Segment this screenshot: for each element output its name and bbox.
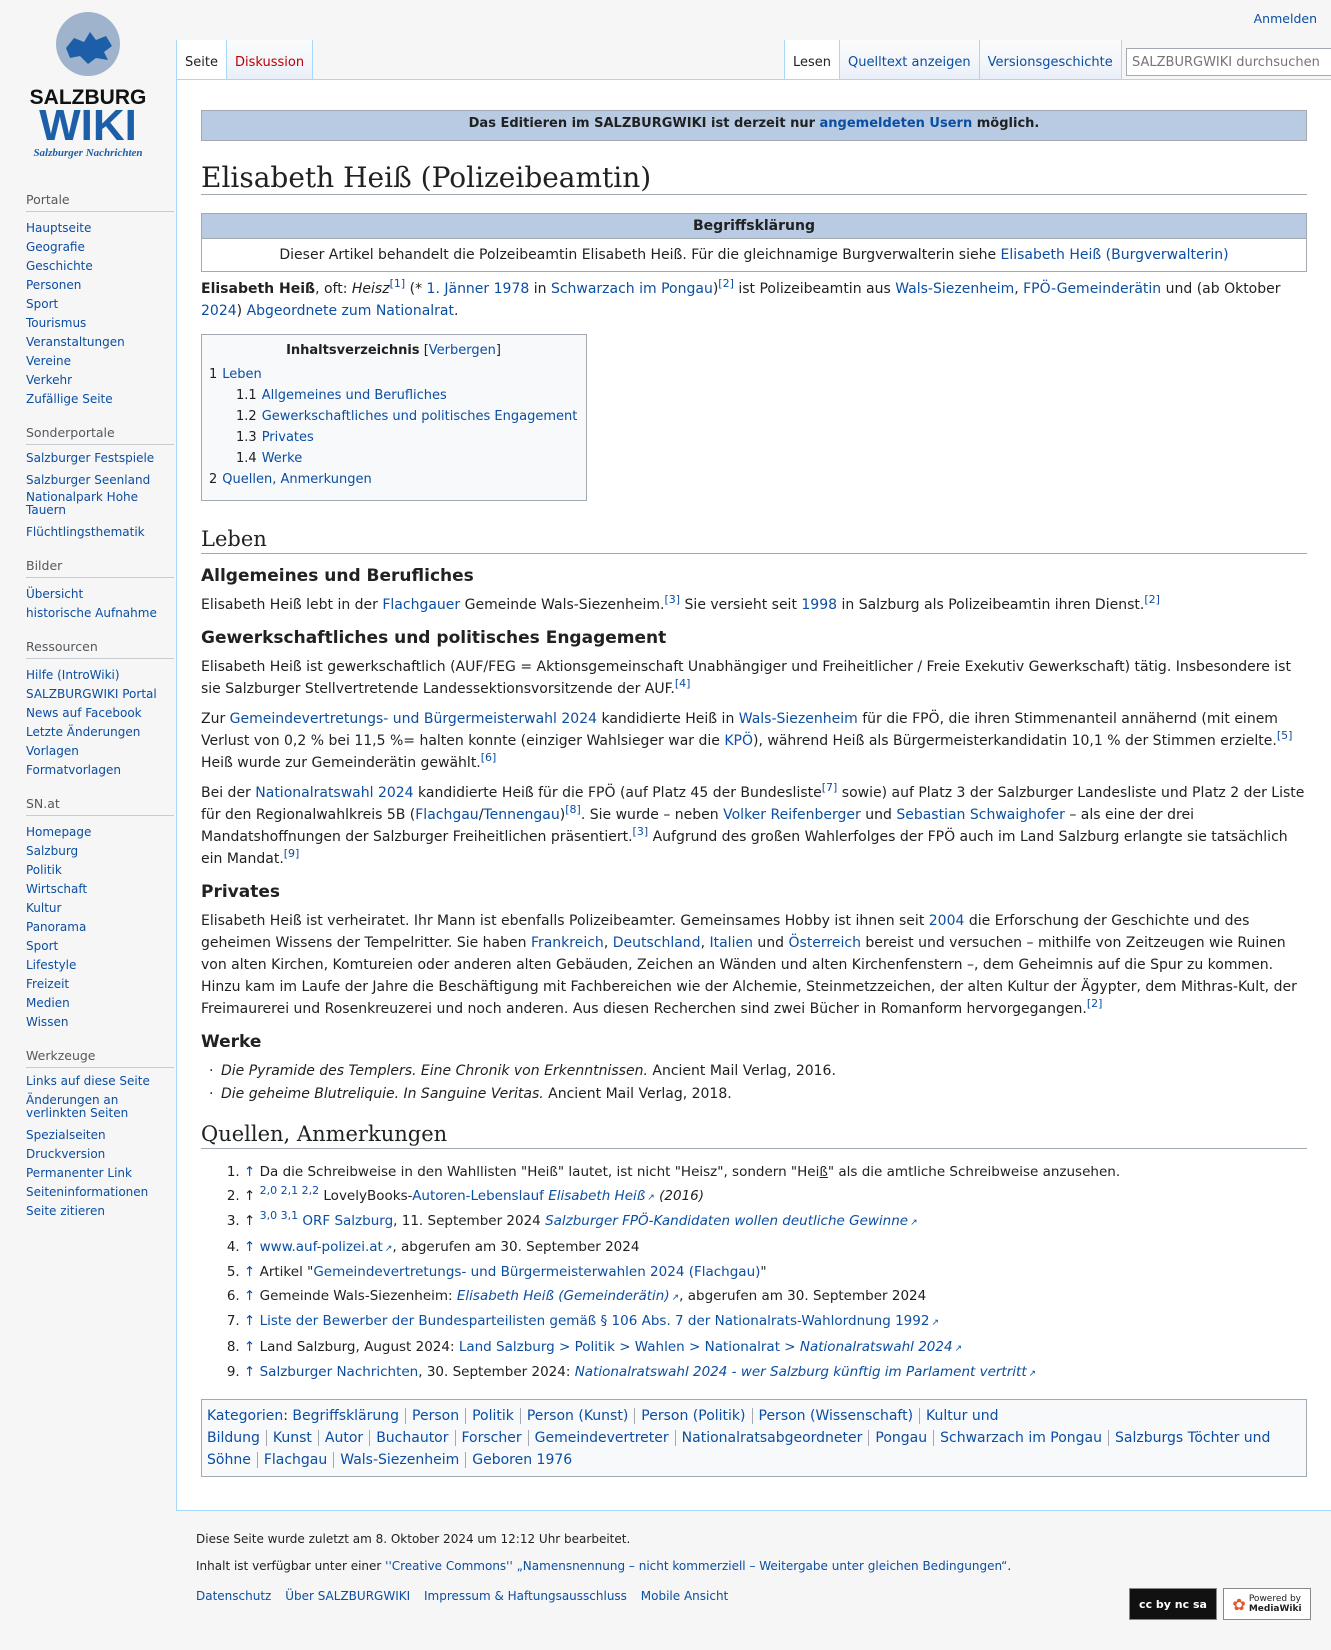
sidebar-item[interactable]: Hauptseite xyxy=(26,221,92,235)
sidebar-item[interactable]: Letzte Änderungen xyxy=(26,725,141,739)
toc-item[interactable]: 1 Leben xyxy=(209,367,262,382)
reference-item: 5. ↑ Artikel "Gemeindevertretungs- und Bürgermeisterwahlen 2024 (Flachgau)" xyxy=(244,1261,1307,1285)
sidebar-item[interactable]: Sport xyxy=(26,297,59,311)
ref-link[interactable]: [5] xyxy=(1276,729,1293,742)
logo-line3: Salzburger Nachrichten xyxy=(33,147,143,159)
ref-link[interactable]: [3] xyxy=(664,593,681,606)
category-link[interactable]: Forscher xyxy=(461,1429,522,1446)
sidebar-item[interactable]: Medien xyxy=(26,996,70,1010)
sidebar-heading: Portale xyxy=(26,192,174,212)
section-heading: Quellen, Anmerkungen xyxy=(201,1122,1307,1149)
country-link[interactable]: Deutschland xyxy=(612,935,701,951)
backlink[interactable]: ↑ xyxy=(244,1264,256,1280)
ref-link[interactable]: [2] xyxy=(718,277,734,290)
toc-link[interactable]: Privates xyxy=(261,430,314,445)
mediawiki-badge[interactable]: ✿ Powered by MediaWiki xyxy=(1223,1588,1311,1620)
footer-link-imprint[interactable]: Impressum & Haftungsausschluss xyxy=(423,1589,627,1603)
sidebar-item[interactable]: Homepage xyxy=(26,825,92,839)
category-link[interactable]: Person (Kunst) xyxy=(526,1407,629,1424)
sidebar-item[interactable]: Politik xyxy=(26,863,62,877)
mediawiki-flower-icon: ✿ xyxy=(1232,1594,1246,1614)
last-modified: Diese Seite wurde zuletzt am 8. Oktober 2024 um 12:12 Uhr bearbeitet. xyxy=(196,1532,631,1546)
category-link[interactable]: Begriffsklärung xyxy=(292,1407,400,1424)
sidebar-item[interactable]: Flüchtlingsthematik xyxy=(26,525,145,539)
toc-toggle[interactable]: Verbergen xyxy=(428,343,496,358)
sidebar-item[interactable]: Permanenter Link xyxy=(26,1166,132,1180)
external-link[interactable]: Elisabeth Heiß ↗ xyxy=(548,1188,655,1204)
ref-link[interactable]: [7] xyxy=(821,781,838,794)
category-link[interactable]: Geboren 1976 xyxy=(472,1451,573,1468)
backlink[interactable]: ↑ xyxy=(244,1364,256,1380)
category-link[interactable]: Nationalratsabgeordneter xyxy=(681,1429,863,1446)
sidebar-item[interactable]: Seite zitieren xyxy=(26,1204,105,1218)
logo-line1: SALZBURG xyxy=(29,86,147,109)
sidebar-portal xyxy=(26,796,176,1032)
kpoe-link[interactable]: KPÖ xyxy=(724,733,753,749)
fpoe-link[interactable]: FPÖ-Gemeinderätin xyxy=(1023,281,1162,297)
toc-title-text: Inhaltsverzeichnis xyxy=(286,343,420,358)
toc-link[interactable]: Werke xyxy=(261,451,303,466)
tab-page[interactable] xyxy=(176,40,227,80)
sidebar xyxy=(0,180,176,1237)
reference-item xyxy=(244,1310,1307,1336)
category-link[interactable]: Politik xyxy=(472,1407,514,1424)
works-list xyxy=(221,1060,1307,1106)
external-link[interactable]: www.auf-polizei.at ↗ xyxy=(260,1239,393,1255)
tab-discussion[interactable] xyxy=(227,40,313,80)
birthplace-link[interactable]: Schwarzach im Pongau xyxy=(550,281,713,297)
toc-link[interactable]: Leben xyxy=(222,367,262,382)
backlink[interactable]: 3,0 xyxy=(259,1209,278,1222)
cc-license-badge[interactable]: cc by nc sa xyxy=(1129,1588,1217,1620)
tab-view-source[interactable] xyxy=(840,40,980,80)
country-link[interactable]: Frankreich xyxy=(530,935,604,951)
sidebar-item[interactable]: Geografie xyxy=(26,240,85,254)
ref-source-link[interactable]: Salzburger Nachrichten xyxy=(259,1364,419,1380)
sidebar-item[interactable]: Panorama xyxy=(26,920,87,934)
backlink[interactable]: 2,2 xyxy=(301,1183,320,1197)
sidebar-heading: SN.at xyxy=(26,796,174,816)
sidebar-item[interactable]: Lifestyle xyxy=(26,958,77,972)
category-link[interactable]: Kultur und Bildung xyxy=(207,1407,999,1446)
namespace-tabs xyxy=(176,40,313,80)
person-link[interactable]: Sebastian Schwaighofer xyxy=(896,807,1065,823)
ref-link[interactable]: [8] xyxy=(565,803,581,816)
ref-link[interactable]: [6] xyxy=(480,751,497,764)
disambiguation-body xyxy=(202,239,1306,271)
license-info: Inhalt ist verfügbar unter einer ''Creative Commons'' „Namensnennung – nicht kommerziell – Weitergabe unter gleichen Bedingungen“. xyxy=(196,1559,1012,1573)
disambiguation-box xyxy=(201,213,1307,272)
sidebar-item[interactable]: Salzburg xyxy=(26,844,79,858)
toc-link[interactable]: Allgemeines und Berufliches xyxy=(261,388,447,403)
page-title: Elisabeth Heiß (Polizeibeamtin) xyxy=(201,153,1307,195)
reference-item: 3. ↑ $^{3,0 3,1}$ ORF Salzburg, 11. September 2024 Salzburger FPÖ-Kandidaten wollen deutliche Gewinne ↗ xyxy=(244,1210,1307,1236)
paragraph: Elisabeth Heiß ist verheiratet. Ihr Mann ist ebenfalls Polizeibeamter. Gemeinsames Hobby ist ihnen seit 2004 die Erforschung der Geschichte und des geheimen Wissens der Tempelritter. Sie haben Frankreich, Deutschland, Italien und Österreich bereist und versuchen – mithilfe von Zeitzeugen wie Ruinen von alten Kirchen, Komtureien oder anderen alten Gebäuden, Zeichen an Wänden und alten Kirchenfenstern –, dem Geheimnis auf die Spur zu kommen. Hinzu kam im Laufe der Jahre die Beschäftigung mit Fachbereichen wie der Alchemie, Steinmetzzeichen, der alten Kultur der Ägypter, dem Mithras-Kult, der Freimaurerei und Rosenkreuzerei und noch anderen. Aus diesen Recherchen sind zwei Bücher in Romanform hervorgegangen.[2] xyxy=(201,913,1297,1017)
backlink[interactable]: 2,1 xyxy=(280,1183,299,1197)
list-item: · Die geheime Blutreliquie. In Sanguine Veritas. Ancient Mail Verlag, 2018. xyxy=(221,1083,1307,1106)
sidebar-item[interactable]: Verkehr xyxy=(26,373,73,387)
external-link[interactable]: Salzburger FPÖ-Kandidaten wollen deutliche Gewinne ↗ xyxy=(545,1213,918,1229)
category-link[interactable]: Person (Wissenschaft) xyxy=(758,1407,914,1424)
sidebar-item[interactable]: Änderungen an verlinkten Seiten xyxy=(26,1093,129,1120)
sidebar-heading: Sonderportale xyxy=(26,425,174,445)
sidebar-item[interactable]: Personen xyxy=(26,278,82,292)
category-link[interactable]: Autor xyxy=(324,1429,364,1446)
backlink[interactable]: ↑ xyxy=(244,1313,256,1329)
tab-history[interactable] xyxy=(980,40,1122,80)
category-links: Kategorien: Begriffsklärung Person Politik Person (Kunst) Person (Politik) Person (Wissenschaft) Kultur und Bildung Kunst Autor Buchautor Forscher Gemeindevertreter Nationalratsabgeordneter Pongau Schwarzach im Pongau Salzburgs Töchter und Söhne Flachgau Wals-Siezenheim Geboren 1976 xyxy=(201,1399,1307,1477)
backlink[interactable]: 3,1 xyxy=(280,1209,299,1222)
backlink[interactable]: 2,0 xyxy=(259,1183,278,1197)
sidebar-portal xyxy=(26,1048,176,1221)
edit-notice xyxy=(201,110,1307,141)
year-link[interactable]: 1998 xyxy=(801,597,838,613)
sidebar-item[interactable]: Vereine xyxy=(26,354,72,368)
ref-source-link[interactable]: ORF Salzburg xyxy=(302,1213,394,1229)
sidebar-item[interactable]: historische Aufnahme xyxy=(26,606,157,620)
year-link[interactable]: 2024 xyxy=(201,303,237,319)
toc-item[interactable]: 1.1 Allgemeines und Berufliches xyxy=(236,388,447,403)
sidebar-heading: Bilder xyxy=(26,558,174,578)
category-link[interactable]: Buchautor xyxy=(376,1429,449,1446)
category-link[interactable]: Pongau xyxy=(875,1429,928,1446)
paragraph: Bei der Nationalratswahl 2024 kandidierte Heiß für die FPÖ (auf Platz 45 der Bundesliste[7] sowie) auf Platz 3 der Salzburger Landesliste und Platz 2 der Liste für den Regionalwahlkreis 5B (Flachgau/Tennengau)[8]. Sie wurde – neben Volker Reifenberger und Sebastian Schwaighofer – als eine der drei Mandatshoffnungen der Salzburger Freiheitlichen präsentiert.[3] Aufgrund des großen Wahlerfolges der FPÖ auch im Land Salzburg erlangte sie tatsächlich ein Mandat.[9] xyxy=(201,781,1305,867)
subsection-heading: Privates xyxy=(201,882,280,902)
ref-link[interactable]: [9] xyxy=(283,847,300,860)
license-link[interactable]: ''Creative Commons'' „Namensnennung – nicht kommerziell – Weitergabe unter gleichen Bedingungen“ xyxy=(385,1559,1008,1573)
toc-link[interactable]: Gewerkschaftliches und politisches Engagement xyxy=(261,409,578,424)
references-list xyxy=(244,1161,1307,1387)
wals-link[interactable]: Wals-Siezenheim xyxy=(738,711,858,727)
categories-label[interactable]: Kategorien xyxy=(207,1407,284,1424)
notice-text: Das Editieren im SALZBURGWIKI ist derzeit nur xyxy=(468,116,820,131)
backlink[interactable]: ↑ xyxy=(244,1287,256,1304)
country-link[interactable]: Italien xyxy=(709,935,753,951)
ref-link[interactable]: [1] xyxy=(389,277,406,290)
intro-name: Elisabeth Heiß xyxy=(201,281,316,297)
tab-read[interactable] xyxy=(784,40,840,80)
sidebar-heading: Ressourcen xyxy=(26,639,174,659)
site-logo[interactable] xyxy=(26,6,154,166)
footer-link-about[interactable]: Über SALZBURGWIKI xyxy=(285,1589,411,1603)
sidebar-portal xyxy=(26,558,176,623)
login-link[interactable]: Anmelden xyxy=(1253,11,1317,26)
ref-source-link[interactable]: Autoren-Lebenslauf xyxy=(412,1187,549,1204)
category-link[interactable]: Flachgau xyxy=(263,1451,328,1468)
sidebar-portal xyxy=(26,192,176,409)
reference-item: 8. ↑ Land Salzburg, August 2024: Land Salzburg > Politik > Wahlen > Nationalrat > Nationalratswahl 2024 ↗ xyxy=(244,1336,1307,1362)
tab-page-label: Seite xyxy=(185,55,218,70)
sidebar-item[interactable]: Seiteninformationen xyxy=(26,1185,149,1199)
subsection-heading: Werke xyxy=(201,1032,262,1052)
disambiguation-link[interactable]: Elisabeth Heiß (Burgverwalterin) xyxy=(1000,247,1229,263)
toc-item[interactable]: 1.4 Werke xyxy=(236,451,303,466)
sidebar-item[interactable]: Salzburger Festspiele xyxy=(26,451,155,465)
sidebar-item[interactable]: Tourismus xyxy=(26,316,87,330)
category-link[interactable]: Kunst xyxy=(272,1429,312,1446)
list-item: · Die Pyramide des Templers. Eine Chronik von Erkenntnissen. Ancient Mail Verlag, 2016. xyxy=(221,1060,1307,1083)
sidebar-item[interactable]: Sport xyxy=(26,939,59,953)
view-tabs xyxy=(784,40,1122,80)
sidebar-item[interactable]: SALZBURGWIKI Portal xyxy=(26,687,157,701)
footer-link-privacy[interactable]: Datenschutz xyxy=(196,1589,272,1603)
toc-item[interactable]: 1.2 Gewerkschaftliches und politisches Engagement xyxy=(236,409,578,424)
flachgauer-link[interactable]: Flachgauer xyxy=(382,597,461,613)
sidebar-item[interactable]: News auf Facebook xyxy=(26,706,142,720)
tab-read-label: Lesen xyxy=(793,55,832,70)
logo-emblem xyxy=(26,6,154,166)
sidebar-item[interactable]: Übersicht xyxy=(26,587,84,601)
birthdate-link[interactable]: 1. Jänner 1978 xyxy=(426,281,530,297)
backlink[interactable]: ↑ xyxy=(244,1238,256,1255)
intro-alias: Heisz xyxy=(351,281,390,297)
tab-view-source-label[interactable]: Quelltext anzeigen xyxy=(848,55,971,70)
table-of-contents xyxy=(201,334,587,501)
sidebar-portal xyxy=(26,425,176,542)
toc-title: Inhaltsverzeichnis [Verbergen] xyxy=(286,343,501,358)
disambiguation-text: Dieser Artikel behandelt die Polzeibeamtin Elisabeth Heiß. Für die gleichnamige Burgverwalterin siehe xyxy=(279,247,1001,263)
notice-link[interactable]: angemeldeten Usern xyxy=(819,116,973,131)
external-link[interactable]: Elisabeth Heiß (Gemeinderätin) ↗ xyxy=(457,1288,679,1304)
subsection-heading: Gewerkschaftliches und politisches Engagement xyxy=(201,628,667,648)
person-link[interactable]: Volker Reifenberger xyxy=(723,807,861,823)
sidebar-item[interactable]: Spezialseiten xyxy=(26,1128,106,1142)
tab-history-label[interactable]: Versionsgeschichte xyxy=(987,55,1113,70)
main-content xyxy=(176,79,1331,1511)
sidebar-item[interactable]: Vorlagen xyxy=(26,744,79,758)
sidebar-portal xyxy=(26,639,176,780)
user-navigation xyxy=(1254,11,1317,26)
wals-link[interactable]: Wals-Siezenheim xyxy=(895,281,1015,297)
backlink[interactable]: ↑ xyxy=(244,1338,256,1355)
sidebar-item[interactable]: Geschichte xyxy=(26,259,93,273)
category-link[interactable]: Gemeindevertreter xyxy=(534,1429,669,1446)
sidebar-item[interactable]: Wirtschaft xyxy=(26,882,88,896)
search-input[interactable] xyxy=(1126,48,1331,76)
year-link[interactable]: 2004 xyxy=(928,913,965,929)
ref-link[interactable]: [4] xyxy=(674,677,691,690)
reference-item: 1. ↑ Da die Schreibweise in den Wahllisten "Heiß" lautet, ist nicht "Heisz", sondern "Heiß" als die amtliche Schreibweise anzusehen. xyxy=(244,1161,1307,1185)
sidebar-item[interactable]: Zufällige Seite xyxy=(26,392,113,406)
election-link[interactable]: Nationalratswahl 2024 xyxy=(255,785,414,801)
category-link[interactable]: Person xyxy=(412,1407,460,1424)
tab-discussion-label[interactable]: Diskussion xyxy=(234,55,305,70)
external-link[interactable]: Land Salzburg > Politik > Wahlen > Nationalrat > Nationalratswahl 2024 ↗ xyxy=(459,1339,962,1355)
subsection-heading: Allgemeines und Berufliches xyxy=(201,566,474,586)
category-link[interactable]: Salzburgs Töchter und Söhne xyxy=(207,1429,1271,1468)
external-link[interactable]: Liste der Bewerber der Bundesparteilisten gemäß § 106 Abs. 7 der Nationalrats-Wahlordnung 1992 ↗ xyxy=(260,1313,939,1329)
sidebar-item[interactable]: Druckversion xyxy=(26,1147,106,1161)
toc-list xyxy=(209,364,578,490)
reference-item: 2. ↑ $^{2,0 2,1 2,2}$ LovelyBooks-Autoren-Lebenslauf Elisabeth Heiß ↗ (2016) xyxy=(244,1185,1307,1211)
category-link[interactable]: Schwarzach im Pongau xyxy=(940,1429,1103,1446)
sidebar-item[interactable]: Kultur xyxy=(26,901,62,915)
category-link[interactable]: Person (Politik) xyxy=(641,1407,746,1424)
sidebar-item[interactable]: Links auf diese Seite xyxy=(26,1074,150,1088)
backlink[interactable]: ↑ xyxy=(244,1164,256,1180)
country-link[interactable]: Österreich xyxy=(788,935,861,951)
ref-link[interactable]: [3] xyxy=(632,825,649,838)
toc-item[interactable]: 1.3 Privates xyxy=(236,430,314,445)
external-link[interactable]: Nationalratswahl 2024 - wer Salzburg künftig im Parlament vertritt ↗ xyxy=(575,1364,1036,1380)
section-heading: Leben xyxy=(201,527,1307,554)
toc-item[interactable]: 2 Quellen, Anmerkungen xyxy=(209,472,372,487)
intro-paragraph: Elisabeth Heiß, oft: Heisz[1] (* 1. Jänner 1978 in Schwarzach im Pongau)[2] ist Polizeibeamtin aus Wals-Siezenheim, FPÖ-Gemeinderätin und (ab Oktober 2024) Abgeordnete zum Nationalrat. xyxy=(201,277,1281,319)
category-link[interactable]: Wals-Siezenheim xyxy=(340,1451,460,1468)
tennengau-link[interactable]: Tennengau xyxy=(483,807,560,823)
ref-source-link[interactable]: Gemeindevertretungs- und Bürgermeisterwahlen 2024 (Flachgau) xyxy=(313,1264,761,1280)
sidebar-item[interactable]: Freizeit xyxy=(26,977,70,991)
ref-link[interactable]: [2] xyxy=(1086,997,1103,1010)
paragraph: Elisabeth Heiß lebt in der Flachgauer Gemeinde Wals-Siezenheim.[3] Sie versieht seit 1998 in Salzburg als Polizeibeamtin ihren Dienst.[2] xyxy=(201,593,1160,613)
reference-item: 4. ↑ www.auf-polizei.at ↗ , abgerufen am 30. September 2024 xyxy=(244,1236,1307,1262)
sidebar-item[interactable]: Salzburger Seenland xyxy=(26,473,151,487)
flachgau-link[interactable]: Flachgau xyxy=(415,807,479,823)
paragraph: Zur Gemeindevertretungs- und Bürgermeisterwahl 2024 kandidierte Heiß in Wals-Siezenheim für die FPÖ, die ihren Stimmenanteil annähernd (mit einem Verlust von 0,2 % bei 11,5 %= halten konnte (einziger Wahlsieger war die KPÖ), während Heiß als Bürgermeisterkandidatin 10,1 % der Stimmen erzielte.[5] Heiß wurde zur Gemeinderätin gewählt.[6] xyxy=(201,711,1293,771)
ref-link[interactable]: [2] xyxy=(1144,593,1160,606)
disambiguation-header: Begriffsklärung xyxy=(202,214,1306,239)
toc-link[interactable]: Quellen, Anmerkungen xyxy=(222,472,372,487)
paragraph: Elisabeth Heiß ist gewerkschaftlich (AUF/FEG = Aktionsgemeinschaft Unabhängiger und Freiheitlicher / Freie Exekutiv Gewerkschaft) tätig. Insbesondere ist sie Salzburger Stellvertretende Landessektionsvorsitzende der AUF.[4] xyxy=(201,659,1291,697)
notice-text-end: möglich. xyxy=(972,116,1040,131)
sidebar-item[interactable]: Hilfe (IntroWiki) xyxy=(26,668,120,682)
sidebar-heading: Werkzeuge xyxy=(26,1048,174,1068)
footer-badges xyxy=(1129,1588,1311,1620)
nationalrat-link[interactable]: Abgeordnete zum Nationalrat xyxy=(246,303,454,319)
sidebar-item[interactable]: Formatvorlagen xyxy=(26,763,121,777)
footer-link-mobile[interactable]: Mobile Ansicht xyxy=(640,1589,729,1603)
sidebar-item[interactable]: Nationalpark Hohe Tauern xyxy=(26,490,139,517)
reference-item: 6. ↑ Gemeinde Wals-Siezenheim: Elisabeth Heiß (Gemeinderätin) ↗ , abgerufen am 30. September 2024 xyxy=(244,1285,1307,1311)
election-link[interactable]: Gemeindevertretungs- und Bürgermeisterwahl 2024 xyxy=(229,711,598,727)
sidebar-item[interactable]: Veranstaltungen xyxy=(26,335,125,349)
sidebar-item[interactable]: Wissen xyxy=(26,1015,69,1029)
logo-line2: WIKI xyxy=(39,101,137,150)
reference-item: 9. ↑ Salzburger Nachrichten, 30. September 2024: Nationalratswahl 2024 - wer Salzburg künftig im Parlament vertritt ↗ xyxy=(244,1361,1307,1387)
